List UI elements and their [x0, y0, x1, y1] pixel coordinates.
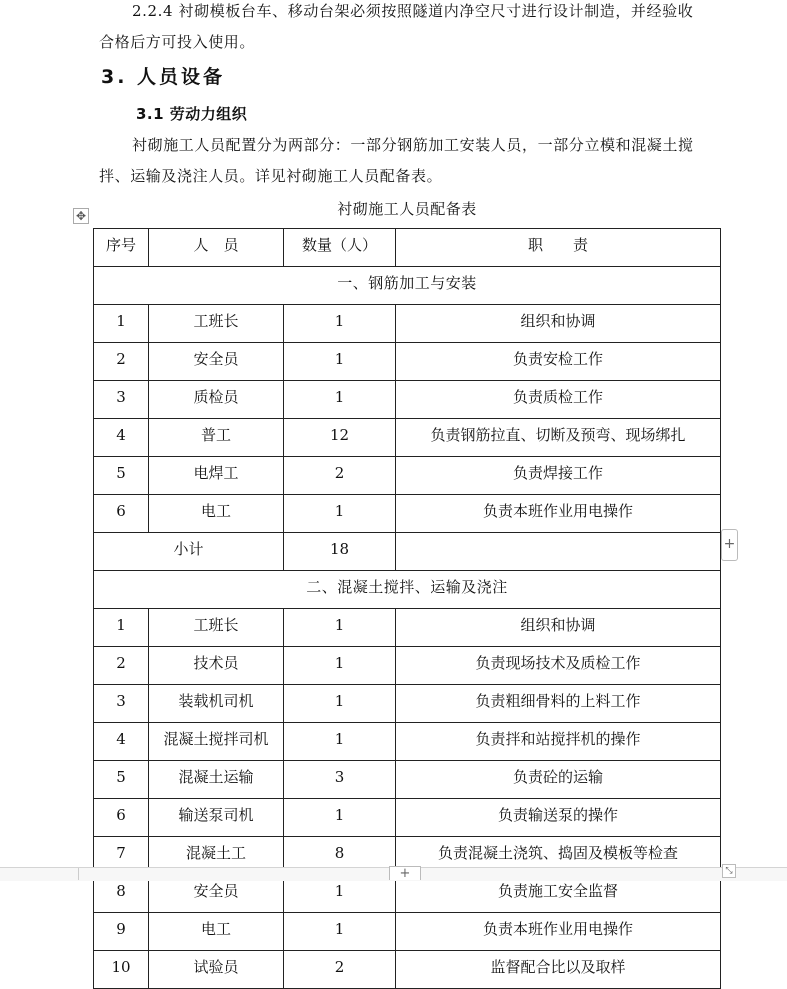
subtotal-value: 18: [284, 533, 396, 571]
table-row: [94, 457, 721, 495]
cell-person: 工班长: [149, 609, 284, 647]
cell-count: 1: [284, 875, 396, 913]
cell-duty: 负责混凝土浇筑、捣固及模板等检查: [396, 837, 721, 875]
cell-count: 1: [284, 381, 396, 419]
cell-count: 8: [284, 837, 396, 875]
cell-no: 1: [94, 609, 149, 647]
page-margin-marker: [78, 868, 101, 880]
table-row: [94, 647, 721, 685]
cell-count: 1: [284, 647, 396, 685]
cell-duty: 负责施工安全监督: [396, 875, 721, 913]
cell-no: 5: [94, 761, 149, 799]
paragraph-labor-line2: 拌、运输及浇注人员。详见衬砌施工人员配备表。: [99, 167, 443, 185]
add-column-button[interactable]: +: [389, 866, 421, 880]
group-title: 一、钢筋加工与安装: [94, 267, 721, 305]
subtotal-label: 小计: [94, 533, 284, 571]
cell-no: 6: [94, 799, 149, 837]
cell-duty: 负责本班作业用电操作: [396, 913, 721, 951]
cell-person: 电工: [149, 913, 284, 951]
cell-person: 技术员: [149, 647, 284, 685]
cell-person: 混凝土运输: [149, 761, 284, 799]
subtotal-row: [94, 533, 721, 571]
cell-duty: 负责拌和站搅拌机的操作: [396, 723, 721, 761]
table-resize-handle-icon[interactable]: ⤡: [722, 864, 736, 878]
cell-duty: 组织和协调: [396, 305, 721, 343]
subsection-heading: 3.1 劳动力组织: [136, 105, 248, 123]
table-row: [94, 951, 721, 989]
cell-no: 2: [94, 343, 149, 381]
cell-count: 1: [284, 495, 396, 533]
cell-count: 1: [284, 609, 396, 647]
table-row: [94, 495, 721, 533]
cell-person: 输送泵司机: [149, 799, 284, 837]
cell-no: 2: [94, 647, 149, 685]
cell-no: 1: [94, 305, 149, 343]
table-row: [94, 419, 721, 457]
section-heading: 3. 人员设备: [101, 66, 226, 88]
cell-no: 6: [94, 495, 149, 533]
cell-person: 混凝土工: [149, 837, 284, 875]
cell-count: 1: [284, 685, 396, 723]
subtotal-empty: [396, 533, 721, 571]
cell-duty: 负责砼的运输: [396, 761, 721, 799]
cell-no: 4: [94, 419, 149, 457]
cell-no: 3: [94, 685, 149, 723]
cell-person: 装载机司机: [149, 685, 284, 723]
cell-count: 12: [284, 419, 396, 457]
cell-count: 1: [284, 913, 396, 951]
cell-person: 安全员: [149, 875, 284, 913]
header-duty: 职 责: [396, 229, 721, 267]
cell-count: 2: [284, 951, 396, 989]
cell-no: 10: [94, 951, 149, 989]
table-row: [94, 609, 721, 647]
cell-count: 1: [284, 723, 396, 761]
cell-duty: 负责钢筋拉直、切断及预弯、现场绑扎: [396, 419, 721, 457]
cell-no: 3: [94, 381, 149, 419]
cell-person: 普工: [149, 419, 284, 457]
paragraph-2-2-4-line2: 合格后方可投入使用。: [99, 33, 256, 51]
cell-duty: 负责输送泵的操作: [396, 799, 721, 837]
cell-person: 安全员: [149, 343, 284, 381]
cell-duty: 负责质检工作: [396, 381, 721, 419]
group-title: 二、混凝土搅拌、运输及浇注: [94, 571, 721, 609]
group-title-row: [94, 267, 721, 305]
paragraph-2-2-4-line1: 2.2.4 衬砌模板台车、移动台架必须按照隧道内净空尺寸进行设计制造，并经验收: [132, 2, 694, 20]
paragraph-labor-line1: 衬砌施工人员配置分为两部分：一部分钢筋加工安装人员，一部分立模和混凝土搅: [132, 136, 694, 154]
table-row: [94, 343, 721, 381]
table-header-row: [94, 229, 721, 267]
cell-person: 电焊工: [149, 457, 284, 495]
table-caption: 衬砌施工人员配备表: [337, 200, 477, 218]
cell-duty: 监督配合比以及取样: [396, 951, 721, 989]
header-person: 人 员: [149, 229, 284, 267]
cell-no: 7: [94, 837, 149, 875]
cell-count: 3: [284, 761, 396, 799]
cell-person: 电工: [149, 495, 284, 533]
cell-person: 混凝土搅拌司机: [149, 723, 284, 761]
cell-count: 1: [284, 343, 396, 381]
cell-duty: 组织和协调: [396, 609, 721, 647]
table-row: [94, 723, 721, 761]
cell-duty: 负责本班作业用电操作: [396, 495, 721, 533]
cell-no: 8: [94, 875, 149, 913]
cell-duty: 负责现场技术及质检工作: [396, 647, 721, 685]
cell-count: 1: [284, 799, 396, 837]
table-row: [94, 685, 721, 723]
cell-count: 1: [284, 305, 396, 343]
table-row: [94, 913, 721, 951]
add-row-button[interactable]: +: [721, 529, 738, 561]
group-title-row: [94, 571, 721, 609]
cell-person: 质检员: [149, 381, 284, 419]
header-no: 序号: [94, 229, 149, 267]
cell-no: 5: [94, 457, 149, 495]
table-row: [94, 799, 721, 837]
cell-count: 2: [284, 457, 396, 495]
cell-duty: 负责焊接工作: [396, 457, 721, 495]
cell-person: 试验员: [149, 951, 284, 989]
cell-person: 工班长: [149, 305, 284, 343]
table-row: [94, 381, 721, 419]
cell-duty: 负责安检工作: [396, 343, 721, 381]
cell-no: 9: [94, 913, 149, 951]
table-move-handle-icon[interactable]: ✥: [73, 208, 89, 224]
table-row: [94, 761, 721, 799]
cell-duty: 负责粗细骨料的上料工作: [396, 685, 721, 723]
table-row: [94, 305, 721, 343]
header-count: 数量（人）: [284, 229, 396, 267]
cell-no: 4: [94, 723, 149, 761]
